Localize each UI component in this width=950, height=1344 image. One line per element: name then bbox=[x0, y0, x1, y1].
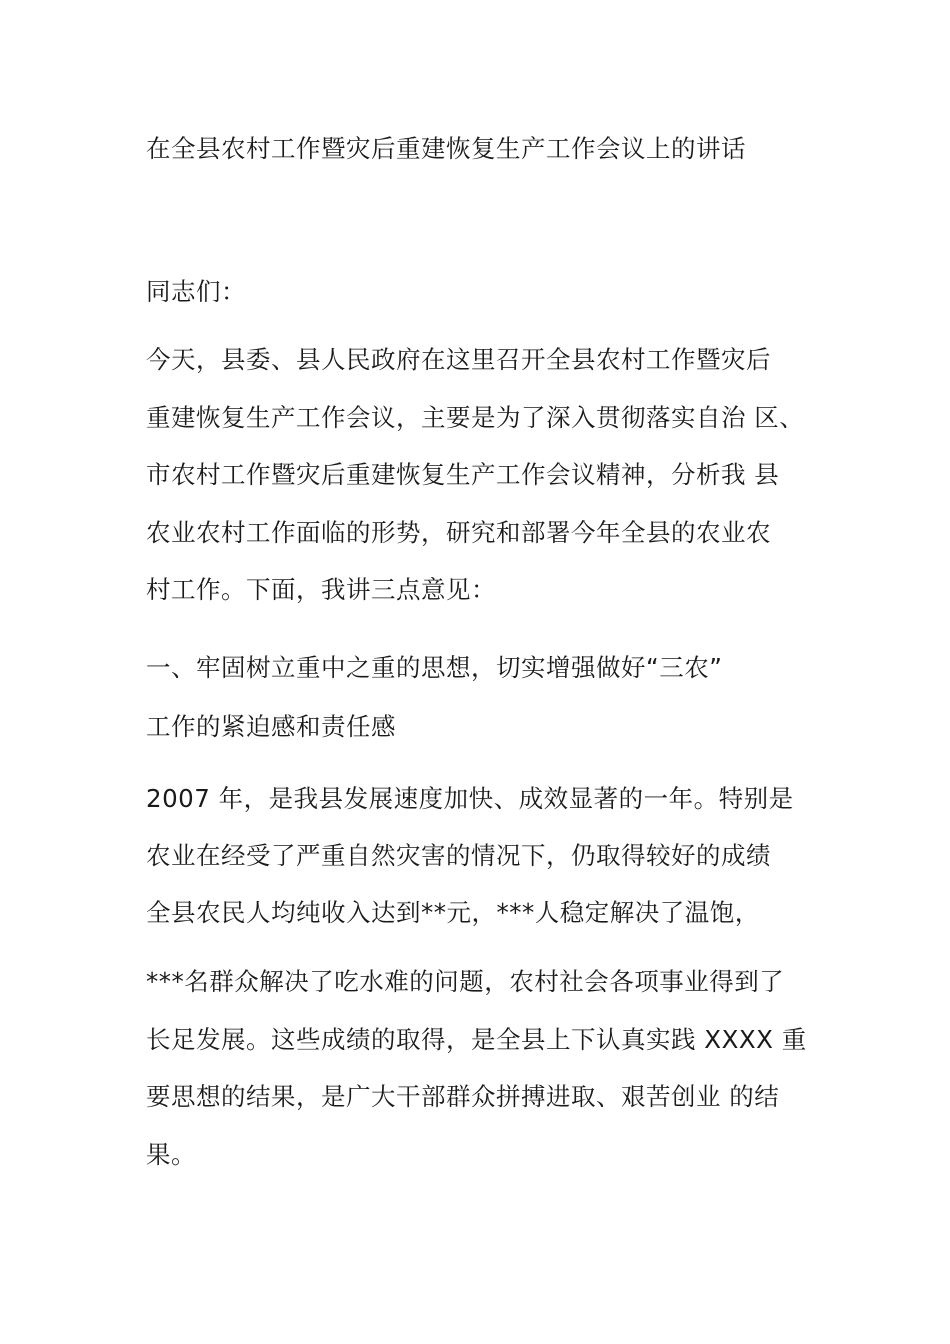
paragraph-1-line-3: 市农村工作暨灾后重建恢复生产工作会议精神，分析我 县 bbox=[146, 460, 780, 489]
paragraph-2-line-6: 要思想的结果，是广大干部群众拼搏进取、艰苦创业 的结 bbox=[146, 1082, 780, 1111]
salutation: 同志们： bbox=[146, 277, 246, 306]
section-heading-line-2: 工作的紧迫感和责任感 bbox=[146, 712, 396, 741]
paragraph-2-line-4: ***名群众解决了吃水难的问题，农村社会各项事业得到了 bbox=[146, 967, 785, 996]
section-heading-line-1: 一、牢固树立重中之重的思想，切实增强做好“三农” bbox=[146, 653, 723, 682]
paragraph-2-line-2: 农业在经受了严重自然灾害的情况下，仍取得较好的成绩 bbox=[146, 841, 771, 870]
paragraph-1-line-5: 村工作。下面，我讲三点意见： bbox=[146, 575, 496, 604]
paragraph-2-line-5: 长足发展。这些成绩的取得，是全县上下认真实践 XXXX 重 bbox=[146, 1025, 807, 1054]
paragraph-2-line-1: 2007 年，是我县发展速度加快、成效显著的一年。特别是 bbox=[146, 784, 794, 813]
paragraph-1-line-4: 农业农村工作面临的形势，研究和部署今年全县的农业农 bbox=[146, 518, 771, 547]
document-title: 在全县农村工作暨灾后重建恢复生产工作会议上的讲话 bbox=[146, 134, 746, 163]
paragraph-2-line-3: 全县农民人均纯收入达到**元，***人稳定解决了温饱， bbox=[146, 898, 760, 927]
paragraph-1-line-1: 今天，县委、县人民政府在这里召开全县农村工作暨灾后 bbox=[146, 345, 771, 374]
paragraph-2-line-7: 果。 bbox=[146, 1140, 196, 1169]
paragraph-1-line-2: 重建恢复生产工作会议，主要是为了深入贯彻落实自治 区、 bbox=[146, 403, 805, 432]
